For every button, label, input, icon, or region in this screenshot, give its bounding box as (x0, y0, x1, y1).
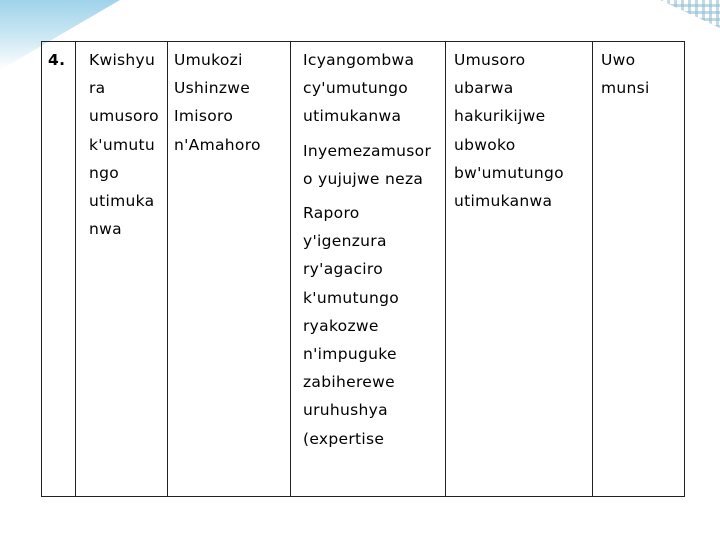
document-line: utimukanwa (303, 107, 402, 126)
responsible-officer-cell (168, 42, 291, 496)
fee-line: ubarwa (454, 79, 514, 98)
document-line: Icyangombwa (303, 51, 415, 69)
service-name-line: nwa (89, 220, 122, 239)
service-name-cell (76, 42, 168, 496)
duration-line: Uwo (601, 51, 636, 69)
fee-line: bw'umutungo (454, 163, 564, 182)
document-line: Raporo (303, 204, 360, 223)
officer-line: Umukozi (174, 51, 243, 69)
fee-line: Umusoro (454, 51, 526, 69)
document-line: o yujujwe neza (303, 169, 424, 188)
document-line: n'impuguke (303, 345, 397, 364)
service-name-line: utimuka (89, 192, 155, 211)
document-line: y'igenzura (303, 232, 387, 251)
officer-line: Ushinzwe (174, 79, 251, 98)
service-name-line: umusoro (89, 107, 159, 126)
document-line: k'umutungo (303, 288, 400, 307)
fee-line: ubwoko (454, 135, 516, 154)
slide-corner-decoration-right (660, 0, 720, 28)
document-line: cy'umutungo (303, 79, 409, 98)
service-name-line: ra (89, 79, 106, 98)
document-line: (expertise (303, 429, 385, 448)
officer-line: Imisoro (174, 107, 234, 126)
officer-line: n'Amahoro (174, 135, 261, 154)
duration-cell (593, 42, 686, 496)
service-name-line: Kwishyu (89, 51, 156, 69)
row-number: 4. (48, 51, 66, 69)
document-line: Inyemezamusor (303, 141, 432, 160)
service-name-line: ngo (89, 163, 120, 182)
document-line: zabiherewe (303, 373, 395, 392)
required-documents-cell (291, 42, 446, 496)
document-line: uruhushya (303, 401, 388, 420)
fee-line: hakurikijwe (454, 107, 546, 126)
document-line: ryakozwe (303, 316, 379, 335)
duration-line: munsi (601, 79, 650, 98)
row-number-cell (42, 42, 76, 496)
service-table (41, 41, 685, 497)
fee-cell (446, 42, 593, 496)
fee-line: utimukanwa (454, 192, 553, 211)
service-name-line: k'umutu (89, 135, 155, 154)
document-line: ry'agaciro (303, 260, 383, 279)
